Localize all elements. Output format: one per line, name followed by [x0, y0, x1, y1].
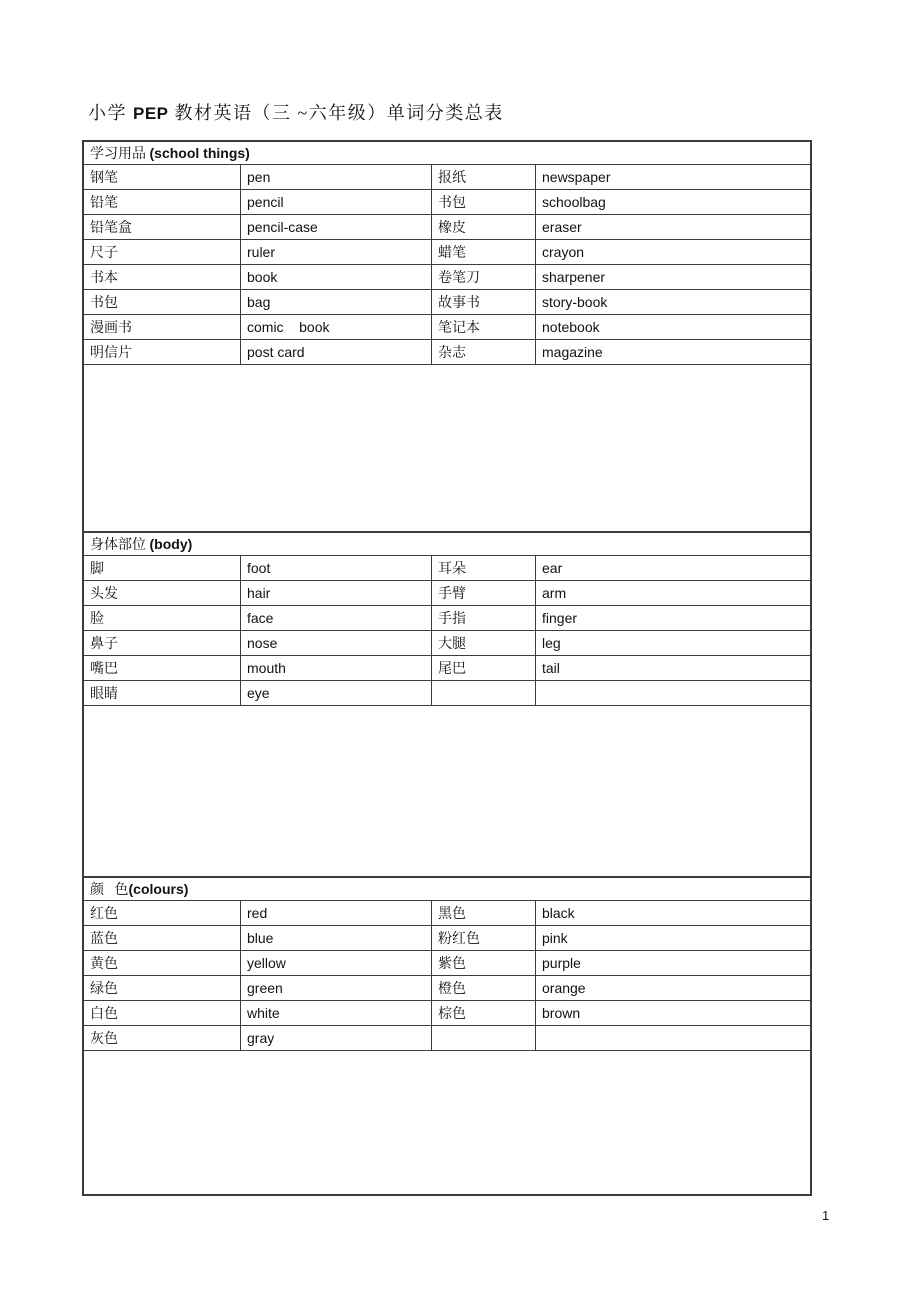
cell-chinese-word: [84, 1026, 240, 1050]
cell-english-word: [535, 1026, 810, 1050]
cell-chinese-word: [431, 631, 535, 655]
section-header-chinese-label: 身体部位: [90, 538, 150, 553]
cell-text: crayon: [542, 244, 585, 260]
title-suffix: 教材英语（三 ~六年级）单词分类总表: [168, 103, 504, 123]
table-row: [84, 556, 810, 581]
section-colours: [84, 876, 810, 1194]
table-row: [84, 315, 810, 340]
cell-text: 黑色: [438, 907, 466, 922]
cell-text: 书本: [90, 271, 118, 286]
section-empty-area: [84, 365, 810, 531]
cell-text: 白色: [90, 1007, 118, 1022]
section-empty-area: [84, 706, 810, 876]
cell-text: pencil: [247, 194, 284, 210]
cell-chinese-word: [84, 926, 240, 950]
section-school-things: [84, 142, 810, 531]
cell-english-word: [535, 656, 810, 680]
cell-chinese-word: [84, 290, 240, 314]
cell-text: 头发: [90, 587, 118, 602]
cell-text: 脚: [90, 562, 104, 577]
table-row: [84, 976, 810, 1001]
cell-chinese-word: [431, 656, 535, 680]
cell-text: purple: [542, 955, 581, 971]
table-row: [84, 606, 810, 631]
cell-text: nose: [247, 635, 278, 651]
cell-text: schoolbag: [542, 194, 606, 210]
cell-text: 紫色: [438, 957, 466, 972]
cell-english-word: [240, 1001, 431, 1025]
cell-text: 卷笔刀: [438, 271, 480, 286]
title-brand: PEP: [133, 104, 169, 123]
cell-text: newspaper: [542, 169, 611, 185]
cell-text: sharpener: [542, 269, 606, 285]
cell-text: 明信片: [90, 346, 132, 361]
cell-text: yellow: [247, 955, 286, 971]
cell-text: pen: [247, 169, 271, 185]
cell-text: 笔记本: [438, 321, 480, 336]
cell-chinese-word: [84, 165, 240, 189]
cell-english-word: [535, 951, 810, 975]
title-prefix: 小学: [88, 103, 133, 123]
cell-chinese-word: [84, 556, 240, 580]
cell-chinese-word: [84, 901, 240, 925]
cell-chinese-word: [431, 215, 535, 239]
cell-text: 故事书: [438, 296, 480, 311]
cell-text: 钢笔: [90, 171, 118, 186]
cell-text: blue: [247, 930, 274, 946]
cell-text: hair: [247, 585, 271, 601]
cell-text: face: [247, 610, 274, 626]
cell-text: 耳朵: [438, 562, 466, 577]
cell-english-word: [535, 190, 810, 214]
table-row: [84, 165, 810, 190]
cell-chinese-word: [431, 290, 535, 314]
cell-english-word: [535, 606, 810, 630]
cell-english-word: [240, 926, 431, 950]
page-title: [88, 99, 504, 125]
cell-text: 粉红色: [438, 932, 480, 947]
cell-chinese-word: [431, 240, 535, 264]
cell-chinese-word: [84, 606, 240, 630]
cell-english-word: [535, 340, 810, 364]
cell-text: 蜡笔: [438, 246, 466, 261]
cell-chinese-word: [84, 976, 240, 1000]
cell-text: 灰色: [90, 1032, 118, 1047]
cell-chinese-word: [431, 265, 535, 289]
cell-chinese-word: [84, 1001, 240, 1025]
cell-english-word: [240, 1026, 431, 1050]
cell-english-word: [535, 556, 810, 580]
cell-text: book: [247, 269, 278, 285]
cell-english-word: [240, 656, 431, 680]
cell-chinese-word: [431, 951, 535, 975]
cell-text: story-book: [542, 294, 608, 310]
table-row: [84, 240, 810, 265]
table-row: [84, 1026, 810, 1051]
cell-text: notebook: [542, 319, 600, 335]
cell-text: mouth: [247, 660, 286, 676]
cell-english-word: [240, 340, 431, 364]
page-number: 1: [822, 1208, 830, 1223]
cell-text: 黄色: [90, 957, 118, 972]
cell-text: 手臂: [438, 587, 466, 602]
section-header-english-label: (colours): [128, 881, 189, 897]
cell-text: ruler: [247, 244, 276, 260]
cell-english-word: [240, 976, 431, 1000]
table-row: [84, 581, 810, 606]
cell-chinese-word: [431, 926, 535, 950]
cell-chinese-word: [431, 681, 535, 705]
cell-text: black: [542, 905, 575, 921]
cell-chinese-word: [431, 976, 535, 1000]
cell-text: arm: [542, 585, 567, 601]
cell-chinese-word: [431, 315, 535, 339]
cell-english-word: [535, 631, 810, 655]
section-header-school-things: [84, 142, 810, 165]
cell-chinese-word: [431, 1001, 535, 1025]
cell-text: 红色: [90, 907, 118, 922]
cell-text: 鼻子: [90, 637, 118, 652]
table-row: [84, 681, 810, 706]
cell-text: post card: [247, 344, 305, 360]
cell-text: pencil-case: [247, 219, 318, 235]
cell-text: 书包: [90, 296, 118, 311]
cell-chinese-word: [84, 315, 240, 339]
cell-english-word: [535, 215, 810, 239]
section-header-chinese-label: 颜 色: [90, 883, 129, 898]
cell-english-word: [240, 631, 431, 655]
cell-english-word: [535, 1001, 810, 1025]
cell-text: 漫画书: [90, 321, 132, 336]
cell-chinese-word: [84, 215, 240, 239]
cell-english-word: [240, 901, 431, 925]
cell-text: white: [247, 1005, 280, 1021]
cell-chinese-word: [84, 265, 240, 289]
cell-text: finger: [542, 610, 578, 626]
cell-english-word: [240, 556, 431, 580]
cell-text: 书包: [438, 196, 466, 211]
cell-text: leg: [542, 635, 561, 651]
cell-chinese-word: [84, 240, 240, 264]
cell-text: bag: [247, 294, 271, 310]
table-row: [84, 215, 810, 240]
cell-english-word: [240, 190, 431, 214]
cell-text: comic book: [247, 319, 330, 335]
cell-text: 大腿: [438, 637, 466, 652]
cell-text: pink: [542, 930, 568, 946]
table-row: [84, 340, 810, 365]
cell-text: 眼睛: [90, 687, 118, 702]
cell-text: 尺子: [90, 246, 118, 261]
cell-text: 脸: [90, 612, 104, 627]
cell-text: magazine: [542, 344, 603, 360]
cell-english-word: [535, 165, 810, 189]
table-row: [84, 631, 810, 656]
cell-text: 尾巴: [438, 662, 466, 677]
section-header-colours: [84, 878, 810, 901]
cell-english-word: [535, 315, 810, 339]
section-empty-area: [84, 1051, 810, 1194]
cell-text: foot: [247, 560, 271, 576]
cell-text: 橙色: [438, 982, 466, 997]
cell-english-word: [535, 976, 810, 1000]
table-row: [84, 265, 810, 290]
cell-chinese-word: [431, 901, 535, 925]
cell-english-word: [240, 265, 431, 289]
cell-text: red: [247, 905, 268, 921]
table-row: [84, 656, 810, 681]
cell-english-word: [535, 290, 810, 314]
table-row: [84, 190, 810, 215]
section-body: [84, 531, 810, 876]
cell-text: ear: [542, 560, 563, 576]
cell-text: green: [247, 980, 283, 996]
cell-text: eye: [247, 685, 270, 701]
cell-text: 橡皮: [438, 221, 466, 236]
cell-text: 铅笔: [90, 196, 118, 211]
cell-chinese-word: [84, 951, 240, 975]
section-header-body: [84, 533, 810, 556]
table-row: [84, 926, 810, 951]
cell-english-word: [240, 681, 431, 705]
table-row: [84, 901, 810, 926]
cell-text: gray: [247, 1030, 275, 1046]
cell-chinese-word: [84, 656, 240, 680]
cell-text: 铅笔盒: [90, 221, 132, 236]
cell-english-word: [240, 165, 431, 189]
cell-text: orange: [542, 980, 586, 996]
cell-text: 棕色: [438, 1007, 466, 1022]
cell-english-word: [240, 606, 431, 630]
cell-chinese-word: [84, 340, 240, 364]
cell-text: 嘴巴: [90, 662, 118, 677]
section-header-chinese-label: 学习用品: [90, 147, 150, 162]
cell-text: 蓝色: [90, 932, 118, 947]
section-header-english-label: (body): [149, 536, 193, 552]
cell-english-word: [535, 901, 810, 925]
cell-text: 手指: [438, 612, 466, 627]
cell-text: 绿色: [90, 982, 118, 997]
cell-english-word: [240, 215, 431, 239]
cell-english-word: [240, 290, 431, 314]
cell-english-word: [240, 315, 431, 339]
cell-chinese-word: [431, 165, 535, 189]
cell-english-word: [535, 240, 810, 264]
cell-english-word: [240, 240, 431, 264]
cell-english-word: [535, 681, 810, 705]
table-row: [84, 1001, 810, 1026]
cell-english-word: [535, 265, 810, 289]
vocab-table: [82, 140, 812, 1196]
cell-chinese-word: [84, 190, 240, 214]
cell-chinese-word: [431, 190, 535, 214]
table-row: [84, 951, 810, 976]
cell-chinese-word: [431, 606, 535, 630]
cell-text: 杂志: [438, 346, 466, 361]
cell-chinese-word: [431, 340, 535, 364]
cell-english-word: [240, 951, 431, 975]
table-row: [84, 290, 810, 315]
cell-english-word: [535, 926, 810, 950]
cell-chinese-word: [84, 631, 240, 655]
cell-chinese-word: [84, 681, 240, 705]
cell-english-word: [535, 581, 810, 605]
cell-chinese-word: [431, 1026, 535, 1050]
cell-text: eraser: [542, 219, 582, 235]
cell-chinese-word: [431, 556, 535, 580]
cell-english-word: [240, 581, 431, 605]
cell-text: tail: [542, 660, 560, 676]
cell-chinese-word: [431, 581, 535, 605]
section-header-english-label: (school things): [149, 145, 250, 161]
cell-text: 报纸: [438, 171, 466, 186]
cell-text: brown: [542, 1005, 581, 1021]
cell-chinese-word: [84, 581, 240, 605]
